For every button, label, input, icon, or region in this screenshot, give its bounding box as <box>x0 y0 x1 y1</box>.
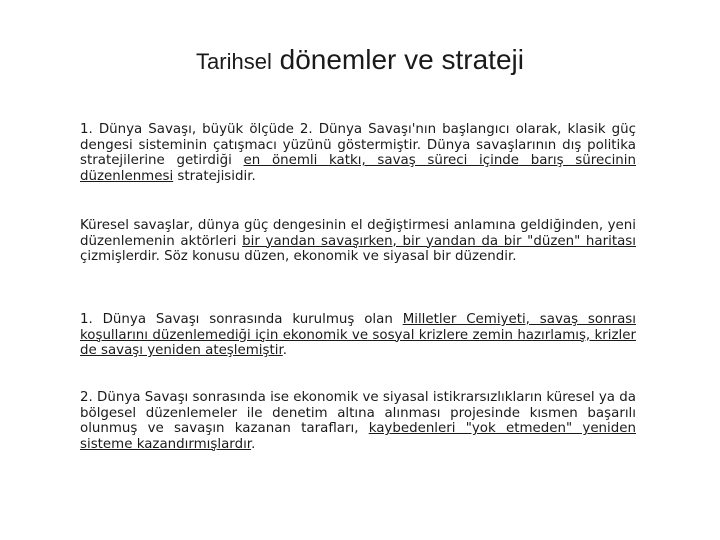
paragraph-text: 2. Dünya Savaşı sonrasında ise ekonomik ve siyasal istikrarsızlıkların küresel ya da bölgesel düzenlemeler ile denetim altına alınması projesinde kısmen başarılı olunmuş ve savaşın kazanan tarafları, <box>80 390 636 436</box>
paragraph-1 <box>80 122 636 184</box>
paragraph-3 <box>80 312 636 359</box>
paragraph-text: 1. Dünya Savaşı, büyük ölçüde 2. Dünya Savaşı'nın başlangıcı olarak, klasik güç dengesi sisteminin çatışmacı yüzünü göstermiştir. Dünya savaşlarının dış politika stratejilerine getirdiği <box>80 122 636 168</box>
paragraph-text: 1. Dünya Savaşı sonrasında kurulmuş olan <box>80 312 403 327</box>
paragraph-2 <box>80 218 636 265</box>
slide-title <box>0 44 720 76</box>
title-part-1: Tarihsel <box>196 49 272 74</box>
paragraph-4 <box>80 390 636 452</box>
paragraph-text: Küresel savaşlar, dünya güç dengesinin el değiştirmesi anlamına geldiğinden, yeni düzenlemenin aktörleri <box>80 218 636 249</box>
paragraph-text: stratejisidir. <box>173 168 256 184</box>
underlined-text: kaybedenleri "yok etmeden" yeniden sisteme kazandırmışlardır <box>80 421 636 452</box>
underlined-text: Milletler Cemiyeti, savaş sonrası koşullarını düzenlemediği için ekonomik ve sosyal krizlere zemin hazırlamış, krizler de savaşı yeniden ateşlemiştir <box>80 312 636 358</box>
paragraph-text: . <box>251 436 256 452</box>
paragraph-text: çizmişlerdir. Söz konusu düzen, ekonomik ve siyasal bir düzendir. <box>80 249 517 264</box>
title-part-2: dönemler ve strateji <box>271 44 524 75</box>
underlined-text: bir yandan savaşırken, bir yandan da bir "düzen" haritası <box>242 233 636 249</box>
underlined-text: en önemli katkı, savaş süreci içinde barış sürecinin düzenlenmesi <box>80 153 636 184</box>
paragraph-text: . <box>282 343 287 358</box>
